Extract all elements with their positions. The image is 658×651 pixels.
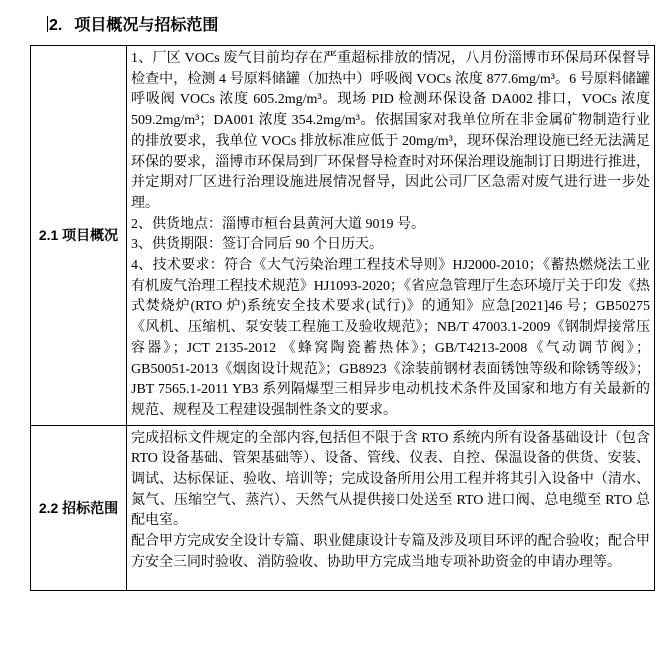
paragraph-cooperation-obligations: 配合甲方完成安全设计专篇、职业健康设计专篇及涉及项目环评的配合验收；配合甲方安全三同时验收、消防验收、协助甲方完成当地专项补助资金的申请办理等。 bbox=[131, 534, 650, 570]
paragraph-delivery-period: 3、供货期限：签订合同后 90 个日历天。 bbox=[131, 237, 383, 253]
bidding-scope-content-cell bbox=[127, 425, 655, 590]
paragraph-delivery-location: 2、供货地点：淄博市桓台县黄河大道 9019 号。 bbox=[131, 216, 425, 232]
paragraph-technical-requirements: 4、技术要求：符合《大气污染治理工程技术导则》HJ2000-2010；《蓄热燃烧法工业有机废气治理工程技术规范》HJ1093-2020；《省应急管理厅生态环境厅关于印发《热式焚烧炉(RTO 炉)系统安全技术要求(试行)》的通知》应急[2021]46 号；GB50275《风机、压缩机、泵安装工程施工及验收规范》；NB/T 47003.1-2009《钢制焊接常压容器》；JCT 2135-2012 《蜂窝陶瓷蓄热体》；GB/T4213-2008《气动调节阀》；GB50051-2013《烟囱设计规范》；GB8923《涂装前钢材表面锈蚀等级和除锈等级》；JBT 7565.1-2011 YB3 系列隔爆型三相异步电动机技术条件及国家和地方有关最新的规范、规程及工程建设强制性条文的要求。 bbox=[131, 258, 650, 418]
project-overview-table bbox=[30, 45, 655, 591]
row-header-bidding-scope: 2.2 招标范围 bbox=[31, 425, 127, 590]
table-row-bidding-scope bbox=[31, 425, 655, 590]
section-title-text: 项目概况与招标范围 bbox=[74, 17, 219, 34]
paragraph-vocs-situation: 1、厂区 VOCs 废气目前均存在严重超标排放的情况，八月份淄博市环保局环保督导检查中，检测 4 号原料储罐（加热中）呼吸阀 VOCs 浓度 877.6mg/m³。6 号原料储罐呼吸阀 VOCs 浓度 605.2mg/m³。现场 PID 检测环保设备 DA002 排口，VOCs 浓度 509.2mg/m³；DA001 浓度 354.2mg/m³。依据国家对我单位所在非金属矿物制造行业的排放要求，我单位 VOCs 排放标准应低于 20mg/m³，现环保治理设施已经无法满足环保的要求，淄博市环保局到厂环保督导检查时对环保治理设施制订日期进行推进，并定期对厂区进行治理设施进展情况督导，因此公司厂区急需对废气进行进一步处理。 bbox=[131, 51, 650, 211]
project-overview-content-cell bbox=[127, 46, 655, 426]
text-cursor bbox=[47, 16, 48, 32]
row-header-project-overview: 2.1 项目概况 bbox=[31, 46, 127, 426]
section-number: 2. bbox=[49, 17, 63, 34]
paragraph-scope-of-work: 完成招标文件规定的全部内容,包括但不限于含 RTO 系统内所有设备基础设计（包含 RTO 设备基础、管架基础等）、设备、管线、仪表、自控、保温设备的供货、安装、调试、达标保证、验收、培训等；完成设备所用公用工程并将其引入设备中（清水、氮气、压缩空气、蒸汽）、天然气从提供接口处送至 RTO 进口阀、总电缆至 RTO 总配电室。 bbox=[131, 430, 650, 529]
table-row-project-overview bbox=[31, 46, 655, 426]
section-title bbox=[0, 0, 658, 45]
